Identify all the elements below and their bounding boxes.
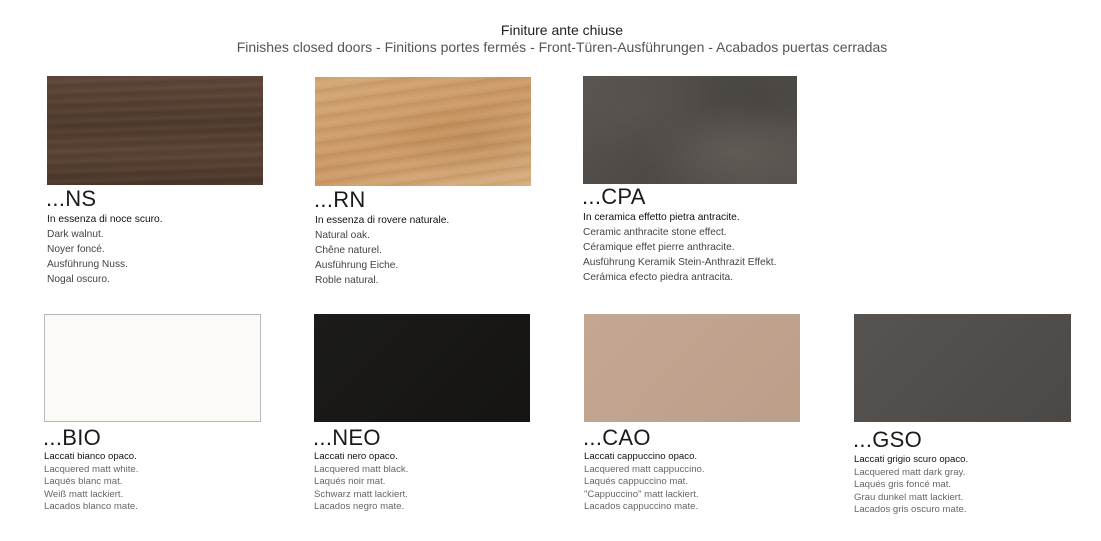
finish-code: ...NS [46, 186, 97, 211]
description-line: Laccati grigio scuro opaco. [854, 454, 969, 465]
page-subtitle: Finishes closed doors - Finitions portes fermés - Front-Türen-Ausführungen - Acabados puertas cerradas [236, 39, 888, 55]
description-line: In essenza di rovere naturale. [315, 215, 450, 226]
description-line: Grau dunkel matt lackiert. [854, 491, 964, 503]
description-line: Laqués blanc mat. [44, 476, 123, 488]
description-line: In ceramica effetto pietra antracite. [583, 212, 740, 223]
dark-gray-swatch [854, 314, 1071, 422]
description-line: Lacquered matt black. [314, 463, 409, 475]
description-line: Lacados negro mate. [314, 501, 405, 513]
white-swatch [44, 314, 261, 422]
oak-swatch [315, 77, 531, 186]
finish-description [583, 210, 776, 285]
finish-description [315, 213, 449, 288]
description-line: Ausführung Nuss. [47, 259, 128, 270]
description-line: Laqués cappuccino mat. [584, 476, 688, 488]
finish-code: ...GSO [853, 427, 923, 452]
description-line: Noyer foncé. [47, 244, 105, 255]
finish-code: ...NEO [313, 425, 381, 450]
description-line: Laccati bianco opaco. [44, 451, 137, 462]
walnut-swatch [47, 76, 263, 185]
description-line: Schwarz matt lackiert. [314, 488, 408, 500]
page-header [0, 22, 1101, 56]
black-swatch [314, 314, 530, 422]
description-line: Nogal oscuro. [47, 274, 110, 285]
description-line: "Cappuccino" matt lackiert. [584, 488, 699, 500]
description-line: Ceramic anthracite stone effect. [583, 227, 727, 238]
description-line: In essenza di noce scuro. [47, 214, 163, 225]
finish-description [314, 451, 408, 514]
finish-description [47, 212, 163, 287]
description-line: Laccati nero opaco. [314, 451, 398, 462]
finish-code: ...CAO [583, 425, 651, 450]
cappuccino-swatch [584, 314, 800, 422]
description-line: Lacados blanco mate. [44, 501, 138, 513]
description-line: Roble natural. [315, 275, 379, 286]
description-line: Laccati cappuccino opaco. [584, 451, 698, 462]
finish-code: ...CPA [582, 184, 646, 209]
description-line: Laqués noir mat. [314, 476, 386, 488]
description-line: Lacados gris oscuro mate. [854, 504, 967, 516]
description-line: Céramique effet pierre anthracite. [583, 242, 735, 253]
description-line: Lacquered matt cappuccino. [584, 463, 705, 475]
finish-code: ...RN [314, 187, 366, 212]
description-line: Cerámica efecto piedra antracita. [583, 272, 734, 283]
finish-description [854, 454, 968, 517]
finish-code: ...BIO [43, 425, 102, 450]
stone-swatch [583, 76, 797, 184]
finish-description [584, 451, 705, 514]
description-line: Lacquered matt white. [44, 463, 139, 475]
description-line: Weiß matt lackiert. [44, 488, 124, 500]
description-line: Ausführung Keramik Stein-Anthrazit Effekt. [583, 257, 777, 268]
finish-description [44, 451, 138, 514]
description-line: Lacquered matt dark gray. [854, 466, 966, 478]
page-title: Finiture ante chiuse [500, 22, 624, 38]
description-line: Chêne naturel. [315, 245, 382, 256]
description-line: Dark walnut. [47, 229, 104, 240]
description-line: Lacados cappuccino mate. [584, 501, 699, 513]
description-line: Ausführung Eiche. [315, 260, 399, 271]
description-line: Laqués gris foncé mat. [854, 479, 952, 491]
description-line: Natural oak. [315, 230, 370, 241]
